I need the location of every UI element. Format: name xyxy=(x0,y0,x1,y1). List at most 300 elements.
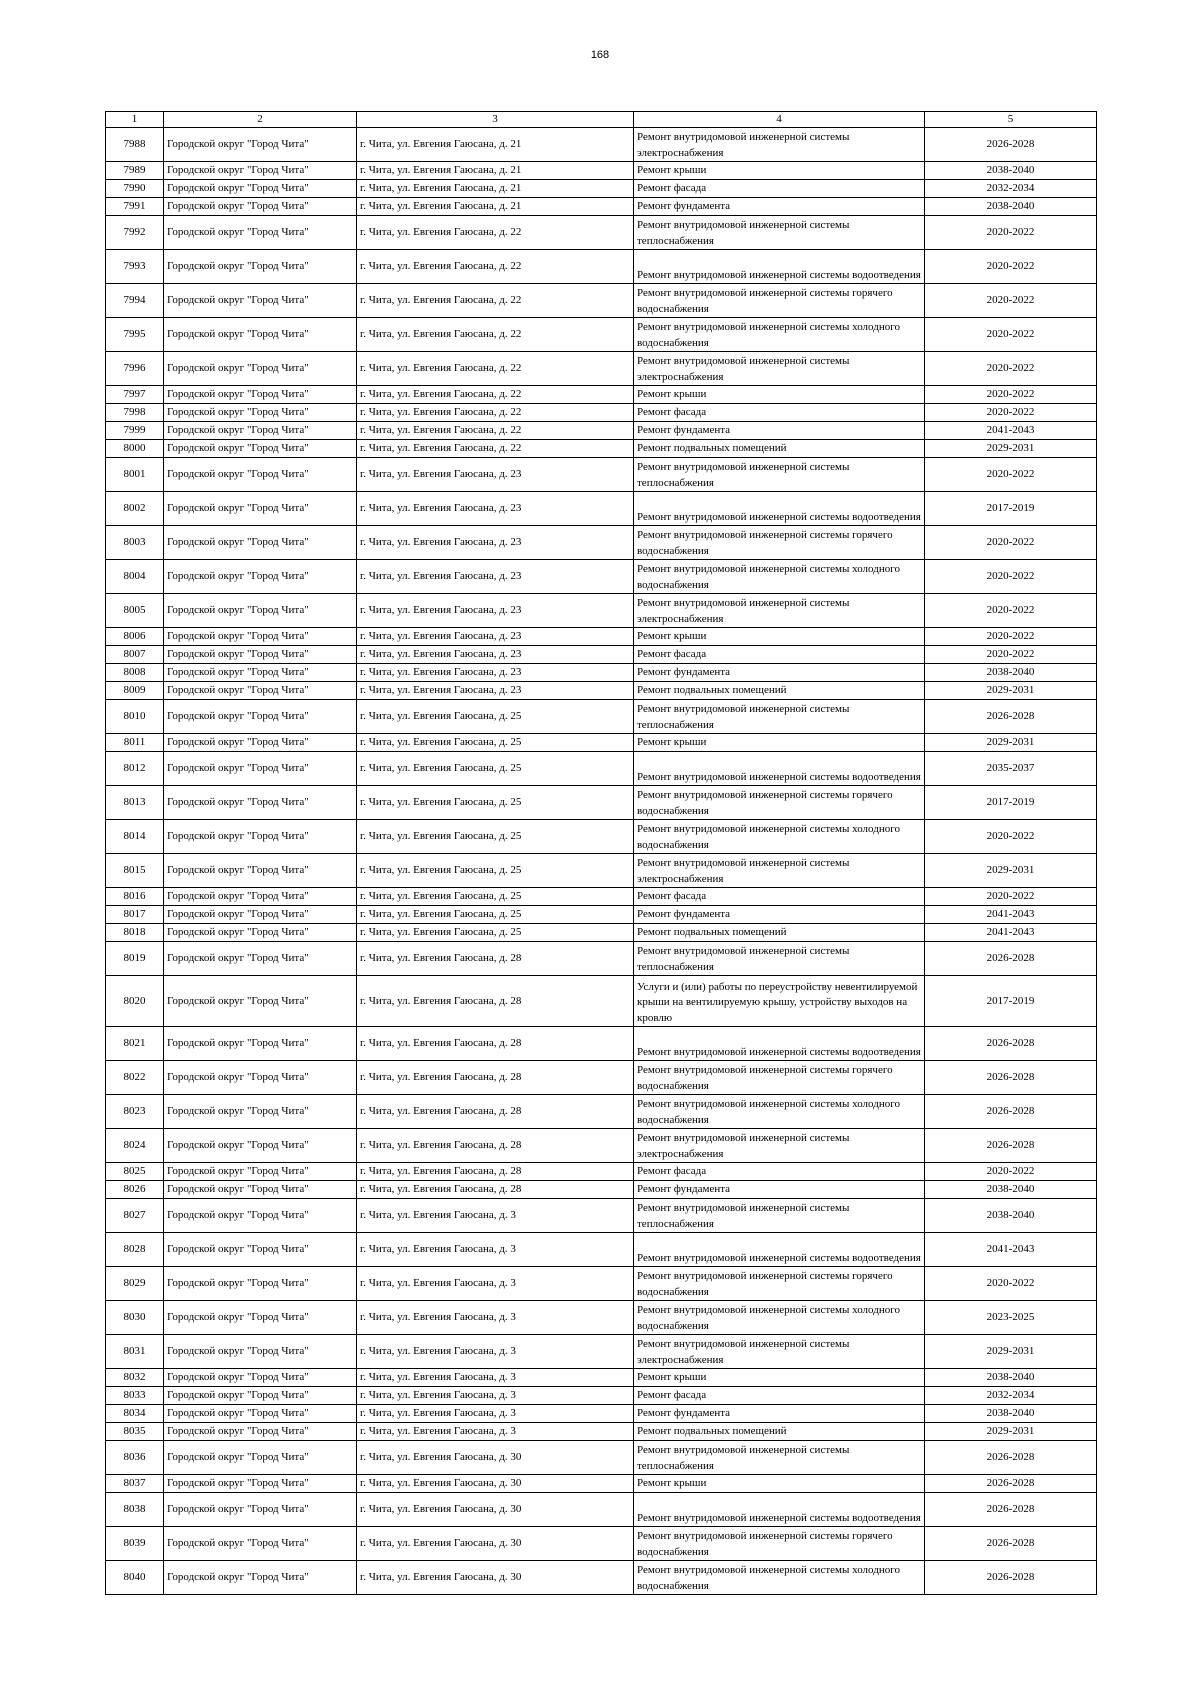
period-cell: 2020-2022 xyxy=(925,284,1097,318)
period-cell: 2032-2034 xyxy=(925,180,1097,198)
table-row xyxy=(106,128,1097,162)
work-type-cell: Ремонт внутридомовой инженерной системы горячего водоснабжения xyxy=(634,1061,925,1095)
address-cell: г. Чита, ул. Евгения Гаюсана, д. 23 xyxy=(357,560,634,594)
row-number: 8017 xyxy=(106,906,164,924)
period-cell: 2029-2031 xyxy=(925,682,1097,700)
table-row xyxy=(106,682,1097,700)
address-cell: г. Чита, ул. Евгения Гаюсана, д. 3 xyxy=(357,1301,634,1335)
table-row xyxy=(106,1387,1097,1405)
municipality-cell: Городской округ "Город Чита" xyxy=(164,906,357,924)
table-row xyxy=(106,216,1097,250)
table-row xyxy=(106,1441,1097,1475)
municipality-cell: Городской округ "Город Чита" xyxy=(164,682,357,700)
table-row xyxy=(106,734,1097,752)
address-cell: г. Чита, ул. Евгения Гаюсана, д. 22 xyxy=(357,216,634,250)
work-type-cell: Ремонт внутридомовой инженерной системы холодного водоснабжения xyxy=(634,820,925,854)
address-cell: г. Чита, ул. Евгения Гаюсана, д. 3 xyxy=(357,1267,634,1301)
column-header: 4 xyxy=(634,112,925,128)
municipality-cell: Городской округ "Город Чита" xyxy=(164,440,357,458)
work-type-cell: Ремонт внутридомовой инженерной системы водоотведения xyxy=(634,752,925,786)
table-row xyxy=(106,352,1097,386)
period-cell: 2017-2019 xyxy=(925,976,1097,1027)
column-header: 1 xyxy=(106,112,164,128)
municipality-cell: Городской округ "Город Чита" xyxy=(164,700,357,734)
period-cell: 2017-2019 xyxy=(925,786,1097,820)
table-row xyxy=(106,906,1097,924)
work-type-cell: Ремонт фасада xyxy=(634,1163,925,1181)
address-cell: г. Чита, ул. Евгения Гаюсана, д. 28 xyxy=(357,976,634,1027)
work-type-cell: Ремонт внутридомовой инженерной системы теплоснабжения xyxy=(634,458,925,492)
table-row xyxy=(106,526,1097,560)
table-row xyxy=(106,386,1097,404)
municipality-cell: Городской округ "Город Чита" xyxy=(164,1405,357,1423)
period-cell: 2026-2028 xyxy=(925,1027,1097,1061)
address-cell: г. Чита, ул. Евгения Гаюсана, д. 25 xyxy=(357,888,634,906)
work-type-cell: Ремонт фундамента xyxy=(634,664,925,682)
address-cell: г. Чита, ул. Евгения Гаюсана, д. 23 xyxy=(357,526,634,560)
row-number: 8012 xyxy=(106,752,164,786)
work-type-cell: Ремонт подвальных помещений xyxy=(634,1423,925,1441)
address-cell: г. Чита, ул. Евгения Гаюсана, д. 28 xyxy=(357,1129,634,1163)
work-type-cell: Ремонт внутридомовой инженерной системы водоотведения xyxy=(634,492,925,526)
work-type-cell: Ремонт внутридомовой инженерной системы теплоснабжения xyxy=(634,1199,925,1233)
work-type-cell: Ремонт внутридомовой инженерной системы теплоснабжения xyxy=(634,942,925,976)
work-type-cell: Ремонт внутридомовой инженерной системы электроснабжения xyxy=(634,594,925,628)
row-number: 8014 xyxy=(106,820,164,854)
work-type-cell: Ремонт внутридомовой инженерной системы холодного водоснабжения xyxy=(634,318,925,352)
table-row xyxy=(106,1369,1097,1387)
period-cell: 2026-2028 xyxy=(925,1095,1097,1129)
row-number: 7996 xyxy=(106,352,164,386)
row-number: 7991 xyxy=(106,198,164,216)
address-cell: г. Чита, ул. Евгения Гаюсана, д. 25 xyxy=(357,854,634,888)
period-cell: 2041-2043 xyxy=(925,422,1097,440)
municipality-cell: Городской округ "Город Чита" xyxy=(164,216,357,250)
address-cell: г. Чита, ул. Евгения Гаюсана, д. 28 xyxy=(357,1181,634,1199)
municipality-cell: Городской округ "Город Чита" xyxy=(164,284,357,318)
address-cell: г. Чита, ул. Евгения Гаюсана, д. 28 xyxy=(357,1095,634,1129)
period-cell: 2020-2022 xyxy=(925,386,1097,404)
work-type-cell: Ремонт фундамента xyxy=(634,198,925,216)
row-number: 8024 xyxy=(106,1129,164,1163)
period-cell: 2026-2028 xyxy=(925,942,1097,976)
table-row xyxy=(106,560,1097,594)
period-cell: 2020-2022 xyxy=(925,820,1097,854)
row-number: 7999 xyxy=(106,422,164,440)
address-cell: г. Чита, ул. Евгения Гаюсана, д. 28 xyxy=(357,1163,634,1181)
table-row xyxy=(106,1493,1097,1527)
table-row xyxy=(106,1129,1097,1163)
address-cell: г. Чита, ул. Евгения Гаюсана, д. 21 xyxy=(357,180,634,198)
work-type-cell: Ремонт внутридомовой инженерной системы холодного водоснабжения xyxy=(634,1095,925,1129)
work-type-cell: Ремонт внутридомовой инженерной системы электроснабжения xyxy=(634,854,925,888)
table-row xyxy=(106,888,1097,906)
capital-repair-table xyxy=(105,111,1097,1595)
table-row xyxy=(106,440,1097,458)
address-cell: г. Чита, ул. Евгения Гаюсана, д. 25 xyxy=(357,752,634,786)
address-cell: г. Чита, ул. Евгения Гаюсана, д. 22 xyxy=(357,250,634,284)
period-cell: 2038-2040 xyxy=(925,162,1097,180)
table-row xyxy=(106,198,1097,216)
address-cell: г. Чита, ул. Евгения Гаюсана, д. 3 xyxy=(357,1335,634,1369)
row-number: 7989 xyxy=(106,162,164,180)
work-type-cell: Ремонт внутридомовой инженерной системы горячего водоснабжения xyxy=(634,1267,925,1301)
period-cell: 2038-2040 xyxy=(925,1369,1097,1387)
work-type-cell: Ремонт фундамента xyxy=(634,1405,925,1423)
table-row xyxy=(106,1095,1097,1129)
row-number: 8029 xyxy=(106,1267,164,1301)
period-cell: 2020-2022 xyxy=(925,646,1097,664)
work-type-cell: Ремонт внутридомовой инженерной системы горячего водоснабжения xyxy=(634,526,925,560)
column-header: 5 xyxy=(925,112,1097,128)
work-type-cell: Ремонт крыши xyxy=(634,162,925,180)
work-type-cell: Ремонт фасада xyxy=(634,180,925,198)
table-row xyxy=(106,1061,1097,1095)
row-number: 8011 xyxy=(106,734,164,752)
table-row xyxy=(106,1267,1097,1301)
address-cell: г. Чита, ул. Евгения Гаюсана, д. 23 xyxy=(357,682,634,700)
work-type-cell: Ремонт крыши xyxy=(634,386,925,404)
period-cell: 2041-2043 xyxy=(925,1233,1097,1267)
municipality-cell: Городской округ "Город Чита" xyxy=(164,1423,357,1441)
work-type-cell: Ремонт крыши xyxy=(634,1369,925,1387)
work-type-cell: Услуги и (или) работы по переустройству невентилируемой крыши на вентилируемую крышу, устройству выходов на кровлю xyxy=(634,976,925,1027)
address-cell: г. Чита, ул. Евгения Гаюсана, д. 28 xyxy=(357,1061,634,1095)
table-row xyxy=(106,1527,1097,1561)
period-cell: 2020-2022 xyxy=(925,1163,1097,1181)
row-number: 7994 xyxy=(106,284,164,318)
address-cell: г. Чита, ул. Евгения Гаюсана, д. 21 xyxy=(357,128,634,162)
municipality-cell: Городской округ "Город Чита" xyxy=(164,1527,357,1561)
period-cell: 2020-2022 xyxy=(925,216,1097,250)
table-row xyxy=(106,1405,1097,1423)
row-number: 8015 xyxy=(106,854,164,888)
period-cell: 2029-2031 xyxy=(925,1423,1097,1441)
municipality-cell: Городской округ "Город Чита" xyxy=(164,1233,357,1267)
row-number: 7995 xyxy=(106,318,164,352)
address-cell: г. Чита, ул. Евгения Гаюсана, д. 23 xyxy=(357,664,634,682)
table-row xyxy=(106,820,1097,854)
row-number: 8007 xyxy=(106,646,164,664)
period-cell: 2041-2043 xyxy=(925,924,1097,942)
municipality-cell: Городской округ "Город Чита" xyxy=(164,492,357,526)
row-number: 8008 xyxy=(106,664,164,682)
period-cell: 2020-2022 xyxy=(925,250,1097,284)
work-type-cell: Ремонт фундамента xyxy=(634,1181,925,1199)
address-cell: г. Чита, ул. Евгения Гаюсана, д. 28 xyxy=(357,942,634,976)
row-number: 8021 xyxy=(106,1027,164,1061)
work-type-cell: Ремонт внутридомовой инженерной системы электроснабжения xyxy=(634,352,925,386)
municipality-cell: Городской округ "Город Чита" xyxy=(164,1163,357,1181)
row-number: 8019 xyxy=(106,942,164,976)
municipality-cell: Городской округ "Город Чита" xyxy=(164,942,357,976)
period-cell: 2026-2028 xyxy=(925,1527,1097,1561)
address-cell: г. Чита, ул. Евгения Гаюсана, д. 25 xyxy=(357,906,634,924)
municipality-cell: Городской округ "Город Чита" xyxy=(164,1129,357,1163)
work-type-cell: Ремонт внутридомовой инженерной системы электроснабжения xyxy=(634,1335,925,1369)
municipality-cell: Городской округ "Город Чита" xyxy=(164,1027,357,1061)
address-cell: г. Чита, ул. Евгения Гаюсана, д. 3 xyxy=(357,1387,634,1405)
row-number: 8026 xyxy=(106,1181,164,1199)
row-number: 7993 xyxy=(106,250,164,284)
period-cell: 2038-2040 xyxy=(925,1199,1097,1233)
municipality-cell: Городской округ "Город Чита" xyxy=(164,628,357,646)
table-row xyxy=(106,1561,1097,1595)
table-row xyxy=(106,1475,1097,1493)
address-cell: г. Чита, ул. Евгения Гаюсана, д. 21 xyxy=(357,162,634,180)
work-type-cell: Ремонт подвальных помещений xyxy=(634,440,925,458)
table-row xyxy=(106,404,1097,422)
municipality-cell: Городской округ "Город Чита" xyxy=(164,1267,357,1301)
address-cell: г. Чита, ул. Евгения Гаюсана, д. 22 xyxy=(357,352,634,386)
municipality-cell: Городской округ "Город Чита" xyxy=(164,594,357,628)
row-number: 8036 xyxy=(106,1441,164,1475)
municipality-cell: Городской округ "Город Чита" xyxy=(164,1387,357,1405)
address-cell: г. Чита, ул. Евгения Гаюсана, д. 23 xyxy=(357,594,634,628)
table-row xyxy=(106,284,1097,318)
table-row xyxy=(106,976,1097,1027)
work-type-cell: Ремонт внутридомовой инженерной системы водоотведения xyxy=(634,1233,925,1267)
table-row xyxy=(106,854,1097,888)
work-type-cell: Ремонт внутридомовой инженерной системы холодного водоснабжения xyxy=(634,560,925,594)
row-number: 8013 xyxy=(106,786,164,820)
column-header: 2 xyxy=(164,112,357,128)
column-header: 3 xyxy=(357,112,634,128)
work-type-cell: Ремонт крыши xyxy=(634,628,925,646)
municipality-cell: Городской округ "Город Чита" xyxy=(164,1475,357,1493)
table-row xyxy=(106,664,1097,682)
address-cell: г. Чита, ул. Евгения Гаюсана, д. 21 xyxy=(357,198,634,216)
period-cell: 2020-2022 xyxy=(925,888,1097,906)
address-cell: г. Чита, ул. Евгения Гаюсана, д. 3 xyxy=(357,1369,634,1387)
period-cell: 2026-2028 xyxy=(925,1061,1097,1095)
table-row xyxy=(106,1027,1097,1061)
table-row xyxy=(106,700,1097,734)
address-cell: г. Чита, ул. Евгения Гаюсана, д. 22 xyxy=(357,422,634,440)
address-cell: г. Чита, ул. Евгения Гаюсана, д. 30 xyxy=(357,1561,634,1595)
work-type-cell: Ремонт внутридомовой инженерной системы электроснабжения xyxy=(634,1129,925,1163)
row-number: 8025 xyxy=(106,1163,164,1181)
page-number: 168 xyxy=(590,49,610,61)
work-type-cell: Ремонт фасада xyxy=(634,404,925,422)
address-cell: г. Чита, ул. Евгения Гаюсана, д. 22 xyxy=(357,318,634,352)
work-type-cell: Ремонт внутридомовой инженерной системы электроснабжения xyxy=(634,128,925,162)
period-cell: 2020-2022 xyxy=(925,526,1097,560)
row-number: 8002 xyxy=(106,492,164,526)
period-cell: 2038-2040 xyxy=(925,664,1097,682)
address-cell: г. Чита, ул. Евгения Гаюсана, д. 3 xyxy=(357,1405,634,1423)
municipality-cell: Городской округ "Город Чита" xyxy=(164,1301,357,1335)
table-row xyxy=(106,594,1097,628)
period-cell: 2020-2022 xyxy=(925,594,1097,628)
municipality-cell: Городской округ "Город Чита" xyxy=(164,664,357,682)
work-type-cell: Ремонт внутридомовой инженерной системы теплоснабжения xyxy=(634,216,925,250)
work-type-cell: Ремонт внутридомовой инженерной системы холодного водоснабжения xyxy=(634,1561,925,1595)
address-cell: г. Чита, ул. Евгения Гаюсана, д. 22 xyxy=(357,404,634,422)
period-cell: 2026-2028 xyxy=(925,1441,1097,1475)
municipality-cell: Городской округ "Город Чита" xyxy=(164,1199,357,1233)
table-body xyxy=(106,128,1097,1595)
row-number: 8039 xyxy=(106,1527,164,1561)
row-number: 8028 xyxy=(106,1233,164,1267)
period-cell: 2032-2034 xyxy=(925,1387,1097,1405)
row-number: 8035 xyxy=(106,1423,164,1441)
period-cell: 2029-2031 xyxy=(925,734,1097,752)
address-cell: г. Чита, ул. Евгения Гаюсана, д. 22 xyxy=(357,386,634,404)
address-cell: г. Чита, ул. Евгения Гаюсана, д. 22 xyxy=(357,284,634,318)
municipality-cell: Городской округ "Город Чита" xyxy=(164,820,357,854)
municipality-cell: Городской округ "Город Чита" xyxy=(164,1561,357,1595)
municipality-cell: Городской округ "Город Чита" xyxy=(164,734,357,752)
municipality-cell: Городской округ "Город Чита" xyxy=(164,128,357,162)
municipality-cell: Городской округ "Город Чита" xyxy=(164,560,357,594)
period-cell: 2035-2037 xyxy=(925,752,1097,786)
work-type-cell: Ремонт фасада xyxy=(634,1387,925,1405)
row-number: 8032 xyxy=(106,1369,164,1387)
work-type-cell: Ремонт фундамента xyxy=(634,422,925,440)
address-cell: г. Чита, ул. Евгения Гаюсана, д. 25 xyxy=(357,700,634,734)
period-cell: 2023-2025 xyxy=(925,1301,1097,1335)
row-number: 8003 xyxy=(106,526,164,560)
row-number: 8027 xyxy=(106,1199,164,1233)
address-cell: г. Чита, ул. Евгения Гаюсана, д. 25 xyxy=(357,820,634,854)
period-cell: 2026-2028 xyxy=(925,700,1097,734)
table-row xyxy=(106,1199,1097,1233)
period-cell: 2029-2031 xyxy=(925,440,1097,458)
municipality-cell: Городской округ "Город Чита" xyxy=(164,1369,357,1387)
address-cell: г. Чита, ул. Евгения Гаюсана, д. 23 xyxy=(357,646,634,664)
address-cell: г. Чита, ул. Евгения Гаюсана, д. 23 xyxy=(357,628,634,646)
row-number: 7998 xyxy=(106,404,164,422)
municipality-cell: Городской округ "Город Чита" xyxy=(164,1493,357,1527)
municipality-cell: Городской округ "Город Чита" xyxy=(164,250,357,284)
row-number: 8004 xyxy=(106,560,164,594)
municipality-cell: Городской округ "Город Чита" xyxy=(164,458,357,492)
municipality-cell: Городской округ "Город Чита" xyxy=(164,386,357,404)
row-number: 7997 xyxy=(106,386,164,404)
row-number: 8010 xyxy=(106,700,164,734)
row-number: 8000 xyxy=(106,440,164,458)
address-cell: г. Чита, ул. Евгения Гаюсана, д. 3 xyxy=(357,1199,634,1233)
work-type-cell: Ремонт крыши xyxy=(634,1475,925,1493)
table-row xyxy=(106,646,1097,664)
municipality-cell: Городской округ "Город Чита" xyxy=(164,198,357,216)
work-type-cell: Ремонт внутридомовой инженерной системы горячего водоснабжения xyxy=(634,1527,925,1561)
table-row xyxy=(106,1335,1097,1369)
table-row xyxy=(106,1423,1097,1441)
table-row xyxy=(106,318,1097,352)
table-row xyxy=(106,422,1097,440)
municipality-cell: Городской округ "Город Чита" xyxy=(164,888,357,906)
row-number: 8030 xyxy=(106,1301,164,1335)
address-cell: г. Чита, ул. Евгения Гаюсана, д. 30 xyxy=(357,1441,634,1475)
work-type-cell: Ремонт внутридомовой инженерной системы водоотведения xyxy=(634,1027,925,1061)
period-cell: 2020-2022 xyxy=(925,628,1097,646)
row-number: 8016 xyxy=(106,888,164,906)
period-cell: 2026-2028 xyxy=(925,1129,1097,1163)
address-cell: г. Чита, ул. Евгения Гаюсана, д. 3 xyxy=(357,1423,634,1441)
work-type-cell: Ремонт внутридомовой инженерной системы горячего водоснабжения xyxy=(634,786,925,820)
municipality-cell: Городской округ "Город Чита" xyxy=(164,526,357,560)
municipality-cell: Городской округ "Город Чита" xyxy=(164,1061,357,1095)
municipality-cell: Городской округ "Город Чита" xyxy=(164,1335,357,1369)
table-row xyxy=(106,786,1097,820)
row-number: 8009 xyxy=(106,682,164,700)
row-number: 8037 xyxy=(106,1475,164,1493)
row-number: 8040 xyxy=(106,1561,164,1595)
row-number: 8022 xyxy=(106,1061,164,1095)
table-row xyxy=(106,250,1097,284)
row-number: 8023 xyxy=(106,1095,164,1129)
period-cell: 2020-2022 xyxy=(925,404,1097,422)
municipality-cell: Городской округ "Город Чита" xyxy=(164,352,357,386)
table-row xyxy=(106,942,1097,976)
address-cell: г. Чита, ул. Евгения Гаюсана, д. 28 xyxy=(357,1027,634,1061)
municipality-cell: Городской округ "Город Чита" xyxy=(164,976,357,1027)
table-row xyxy=(106,1181,1097,1199)
address-cell: г. Чита, ул. Евгения Гаюсана, д. 25 xyxy=(357,734,634,752)
row-number: 8031 xyxy=(106,1335,164,1369)
row-number: 8034 xyxy=(106,1405,164,1423)
address-cell: г. Чита, ул. Евгения Гаюсана, д. 22 xyxy=(357,440,634,458)
work-type-cell: Ремонт крыши xyxy=(634,734,925,752)
work-type-cell: Ремонт подвальных помещений xyxy=(634,682,925,700)
municipality-cell: Городской округ "Город Чита" xyxy=(164,924,357,942)
table-row xyxy=(106,492,1097,526)
column-number-row xyxy=(106,112,1097,128)
row-number: 8001 xyxy=(106,458,164,492)
address-cell: г. Чита, ул. Евгения Гаюсана, д. 30 xyxy=(357,1493,634,1527)
row-number: 8018 xyxy=(106,924,164,942)
row-number: 7992 xyxy=(106,216,164,250)
table-row xyxy=(106,628,1097,646)
municipality-cell: Городской округ "Город Чита" xyxy=(164,1441,357,1475)
work-type-cell: Ремонт фасада xyxy=(634,646,925,664)
address-cell: г. Чита, ул. Евгения Гаюсана, д. 23 xyxy=(357,492,634,526)
table-row xyxy=(106,924,1097,942)
period-cell: 2029-2031 xyxy=(925,854,1097,888)
table-row xyxy=(106,458,1097,492)
period-cell: 2020-2022 xyxy=(925,458,1097,492)
period-cell: 2038-2040 xyxy=(925,198,1097,216)
period-cell: 2041-2043 xyxy=(925,906,1097,924)
row-number: 8033 xyxy=(106,1387,164,1405)
table-row xyxy=(106,1301,1097,1335)
row-number: 7988 xyxy=(106,128,164,162)
table-row xyxy=(106,180,1097,198)
period-cell: 2038-2040 xyxy=(925,1181,1097,1199)
row-number: 8020 xyxy=(106,976,164,1027)
period-cell: 2026-2028 xyxy=(925,1475,1097,1493)
row-number: 8006 xyxy=(106,628,164,646)
address-cell: г. Чита, ул. Евгения Гаюсана, д. 30 xyxy=(357,1527,634,1561)
municipality-cell: Городской округ "Город Чита" xyxy=(164,752,357,786)
row-number: 8038 xyxy=(106,1493,164,1527)
table-row xyxy=(106,162,1097,180)
address-cell: г. Чита, ул. Евгения Гаюсана, д. 3 xyxy=(357,1233,634,1267)
municipality-cell: Городской округ "Город Чита" xyxy=(164,646,357,664)
address-cell: г. Чита, ул. Евгения Гаюсана, д. 30 xyxy=(357,1475,634,1493)
table-row xyxy=(106,752,1097,786)
period-cell: 2020-2022 xyxy=(925,318,1097,352)
municipality-cell: Городской округ "Город Чита" xyxy=(164,180,357,198)
period-cell: 2026-2028 xyxy=(925,1561,1097,1595)
work-type-cell: Ремонт подвальных помещений xyxy=(634,924,925,942)
period-cell: 2026-2028 xyxy=(925,1493,1097,1527)
municipality-cell: Городской округ "Город Чита" xyxy=(164,786,357,820)
municipality-cell: Городской округ "Город Чита" xyxy=(164,1181,357,1199)
municipality-cell: Городской округ "Город Чита" xyxy=(164,1095,357,1129)
